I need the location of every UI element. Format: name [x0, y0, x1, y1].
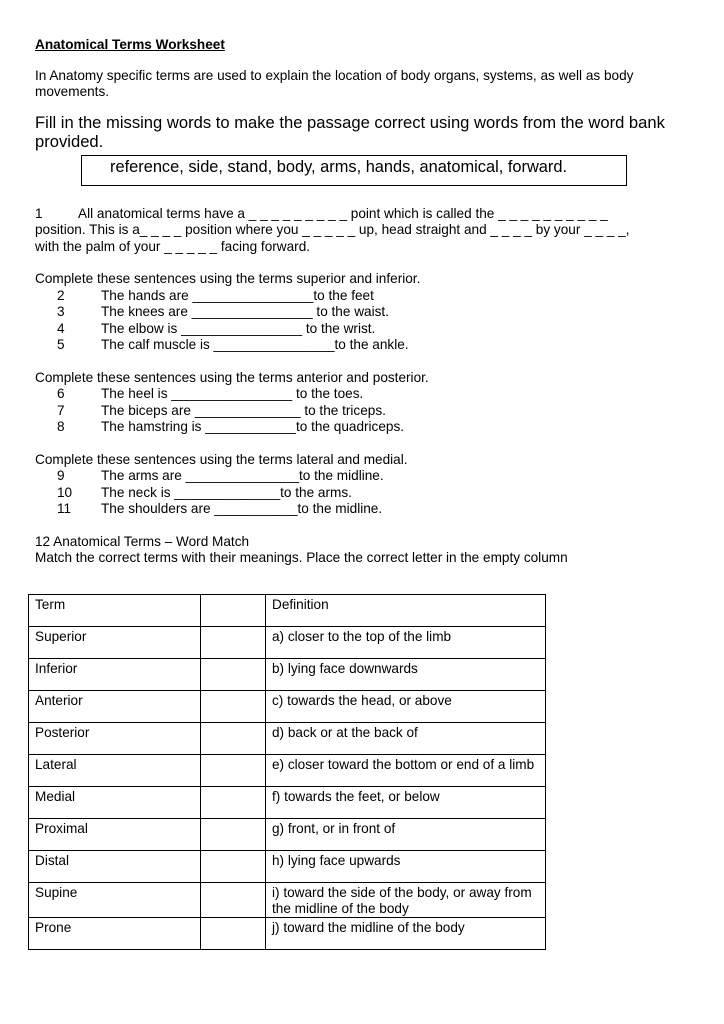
- table-row: [29, 851, 546, 883]
- table-row: [29, 918, 546, 950]
- task-instruction: Fill in the missing words to make the passage correct using words from the word bank provided.: [35, 112, 665, 151]
- term-cell: Lateral: [29, 755, 201, 787]
- question-text: The shoulders are ___________to the midline.: [101, 501, 383, 516]
- question-1-line-3: with the palm of your _ _ _ _ _ facing forward.: [35, 238, 311, 254]
- term-cell: Distal: [29, 851, 201, 883]
- question-1-line-1: All anatomical terms have a _ _ _ _ _ _ _ _ _ point which is called the _ _ _ _ _ _ _ _ _ _: [78, 205, 608, 221]
- question-item: [35, 419, 695, 436]
- term-cell: Inferior: [29, 659, 201, 691]
- question-item: [35, 304, 695, 321]
- answer-cell[interactable]: [201, 851, 266, 883]
- question-item: [35, 288, 695, 305]
- definition-cell: j) toward the midline of the body: [266, 918, 546, 950]
- table-row: [29, 691, 546, 723]
- question-item: [35, 468, 695, 485]
- question-text: The arms are _______________to the midline.: [101, 468, 384, 483]
- question-number: 9: [57, 468, 65, 483]
- question-number: 10: [57, 484, 73, 500]
- question-1: [35, 206, 695, 256]
- definition-cell: h) lying face upwards: [266, 851, 546, 883]
- intro-paragraph: In Anatomy specific terms are used to explain the location of body organs, systems, as well as body movements.: [35, 67, 634, 99]
- term-cell: Prone: [29, 918, 201, 950]
- question-number: 11: [57, 501, 72, 516]
- term-cell: Anterior: [29, 691, 201, 723]
- question-number: 5: [57, 337, 65, 352]
- table-header-row: [29, 595, 546, 627]
- question-text: The heel is ________________ to the toes.: [101, 386, 364, 401]
- table-row: [29, 787, 546, 819]
- table-row: [29, 883, 546, 918]
- definition-cell: d) back or at the back of: [266, 723, 546, 755]
- answer-cell[interactable]: [201, 787, 266, 819]
- question-text: The hands are ________________to the feet: [101, 287, 374, 303]
- question-number: 8: [57, 419, 65, 434]
- definition-cell: e) closer toward the bottom or end of a limb: [266, 755, 546, 787]
- answer-cell[interactable]: [201, 819, 266, 851]
- term-cell: Posterior: [29, 723, 201, 755]
- definition-column-header: Definition: [266, 595, 546, 627]
- answer-column-header: [201, 595, 266, 627]
- question-text: The biceps are ______________ to the triceps.: [101, 402, 386, 418]
- question-item: [35, 321, 695, 338]
- question-text: The hamstring is ____________to the quadriceps.: [101, 419, 405, 434]
- answer-cell[interactable]: [201, 691, 266, 723]
- question-item: [35, 386, 695, 403]
- term-cell: Supine: [29, 883, 201, 918]
- question-text: The knees are ________________ to the waist.: [101, 304, 389, 319]
- table-row: [29, 755, 546, 787]
- question-text: The neck is ______________to the arms.: [101, 484, 352, 500]
- question-number: 3: [57, 304, 65, 319]
- table-row: [29, 659, 546, 691]
- term-cell: Proximal: [29, 819, 201, 851]
- question-item: [35, 501, 695, 518]
- word-match-instruction: Match the correct terms with their meanings. Place the correct letter in the empty column: [35, 550, 568, 565]
- answer-cell[interactable]: [201, 918, 266, 950]
- word-match-table: [28, 594, 546, 950]
- section-anterior-posterior: [35, 370, 695, 436]
- section-heading: Complete these sentences using the terms lateral and medial.: [35, 451, 408, 467]
- definition-cell: f) towards the feet, or below: [266, 787, 546, 819]
- definition-cell: b) lying face downwards: [266, 659, 546, 691]
- answer-cell[interactable]: [201, 883, 266, 918]
- table-row: [29, 627, 546, 659]
- answer-cell[interactable]: [201, 755, 266, 787]
- definition-cell: c) towards the head, or above: [266, 691, 546, 723]
- definition-cell: a) closer to the top of the limb: [266, 627, 546, 659]
- question-number: 2: [57, 287, 65, 303]
- worksheet-page: [35, 37, 695, 567]
- question-item: [35, 403, 695, 420]
- table-row: [29, 819, 546, 851]
- question-number: 1: [35, 205, 43, 221]
- word-match-heading: 12 Anatomical Terms – Word Match: [35, 533, 250, 549]
- page-title: Anatomical Terms Worksheet: [35, 37, 225, 52]
- question-number: 4: [57, 320, 65, 336]
- definition-cell: g) front, or in front of: [266, 819, 546, 851]
- word-bank-box: reference, side, stand, body, arms, hands, anatomical, forward.: [81, 155, 627, 186]
- section-lateral-medial: [35, 452, 695, 518]
- question-number: 6: [57, 386, 65, 401]
- section-heading: Complete these sentences using the terms anterior and posterior.: [35, 369, 429, 385]
- definition-cell: i) toward the side of the body, or away from the midline of the body: [266, 883, 546, 918]
- section-superior-inferior: [35, 271, 695, 354]
- term-column-header: Term: [29, 595, 201, 627]
- question-item: [35, 337, 695, 354]
- question-text: The elbow is ________________ to the wrist.: [101, 320, 376, 336]
- question-1-line-2: position. This is a_ _ _ _ position where you _ _ _ _ _ up, head straight and _ _ _ _ by your _ _ _ _,: [35, 222, 630, 237]
- answer-cell[interactable]: [201, 627, 266, 659]
- question-text: The calf muscle is ________________to the ankle.: [101, 337, 409, 352]
- answer-cell[interactable]: [201, 659, 266, 691]
- question-number: 7: [57, 402, 65, 418]
- term-cell: Medial: [29, 787, 201, 819]
- term-cell: Superior: [29, 627, 201, 659]
- answer-cell[interactable]: [201, 723, 266, 755]
- section-heading: Complete these sentences using the terms superior and inferior.: [35, 271, 421, 286]
- question-item: [35, 485, 695, 502]
- table-row: [29, 723, 546, 755]
